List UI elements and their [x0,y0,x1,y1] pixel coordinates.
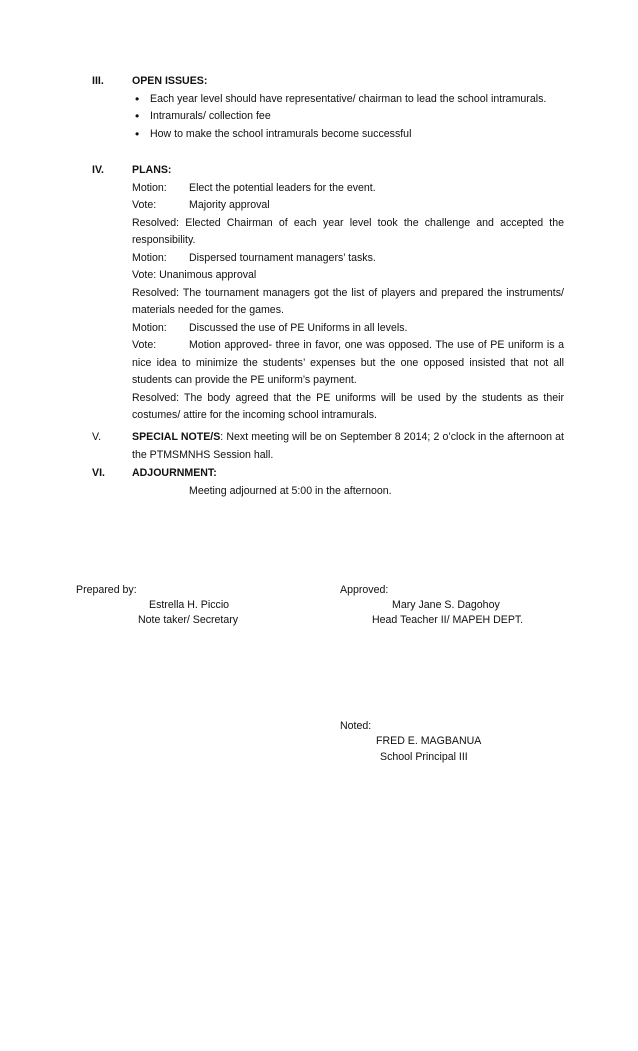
adjournment-text: Meeting adjourned at 5:00 in the afternoon. [189,484,392,497]
prepared-by-name: Estrella H. Piccio [149,599,230,611]
motion-entry [132,180,564,198]
prepared-by-label: Prepared by: [76,584,137,596]
list-item: • Intramurals/ collection fee [132,108,564,126]
motion-text: Discussed the use of PE Uniforms in all levels. [189,321,408,334]
section-heading: SPECIAL NOTE/S [132,431,221,443]
noted-by-name: FRED E. MAGBANUA [376,735,482,747]
resolved-entry: Resolved: The body agreed that the PE uniforms will be used by the students as their costumes/ attire for the incoming school intramurals. [132,391,564,421]
list-item: • How to make the school intramurals become successful [132,126,564,144]
motion-label: Motion: [132,181,167,194]
list-item: • Each year level should have representative/ chairman to lead the school intramurals. [132,91,564,109]
vote-label: Vote: [132,199,157,211]
open-issues-list [132,91,564,144]
motion-label: Motion: [132,251,167,264]
resolved-entry: Resolved: Elected Chairman of each year level took the challenge and accepted the responsibility. [132,216,564,246]
motion-label: Motion: [132,321,167,334]
vote-label: Vote: [132,339,157,351]
prepared-by-title: Note taker/ Secretary [138,614,239,626]
motion-entry [132,250,564,268]
section-number: IV. [92,164,104,176]
motion-text: Dispersed tournament managers’ tasks. [189,251,376,264]
noted-by-title: School Principal III [380,751,468,763]
section-heading: OPEN ISSUES: [132,75,208,87]
noted-by-label: Noted: [340,720,372,732]
approved-by-name: Mary Jane S. Dagohoy [392,599,500,611]
special-notes-text: : Next meeting will be on September 8 2014; 2 o’clock in the afternoon at the PTMSMNHS Session hall. [132,431,564,461]
section-number: III. [92,75,104,87]
section-number: V. [92,431,102,443]
vote-entry [132,197,564,215]
resolved-entry: Resolved: The tournament managers got the list of players and prepared the instruments/ materials needed for the games. [132,286,564,316]
vote-entry: Vote: Unanimous approval [132,269,257,281]
approved-by-label: Approved: [340,584,389,596]
approved-by-title: Head Teacher II/ MAPEH DEPT. [372,614,524,626]
vote-text: Motion approved- three in favor, one was opposed. The use of PE uniform is a nice idea to minimize the students’ expenses but the one opposed insisted that not all students can provide the PE uniform’s payment. [132,339,564,386]
vote-entry [132,337,564,390]
vote-text: Majority approval [189,199,270,211]
section-number: VI. [92,467,105,479]
section-heading: PLANS: [132,164,172,176]
motion-text: Elect the potential leaders for the event. [189,181,376,194]
section-heading: ADJOURNMENT: [132,467,217,479]
motion-entry [132,320,564,338]
